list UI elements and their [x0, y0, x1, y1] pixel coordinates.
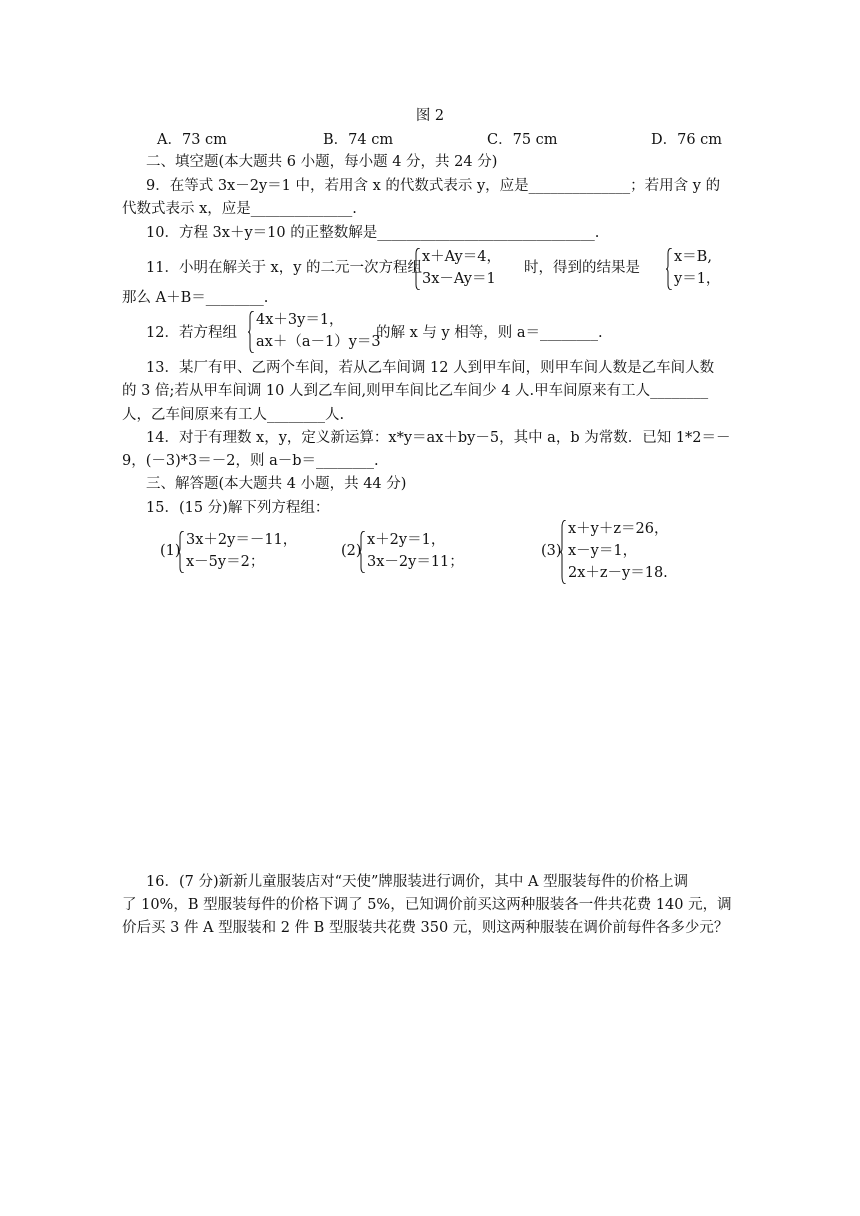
question-11-equation-system	[414, 246, 524, 292]
question-13-line-1: 13．某厂有甲、乙两个车间，若从乙车间调 12 人到甲车间，则甲车间人数是乙车间人数	[146, 360, 715, 376]
system-row: 3x＋2y＝－11，	[186, 532, 298, 548]
brace-icon	[248, 311, 255, 353]
question-16-line-2: 了 10%，B 型服装每件的价格下调了 5%，已知调价前买这两种服装各一件共花费 140 元，调	[122, 897, 732, 913]
question-15-part-2-system	[359, 529, 479, 575]
figure-caption: 图 2	[415, 108, 445, 124]
question-14-line-2: 9，(－3)*3＝－2，则 a－b＝________.	[122, 453, 379, 469]
brace-icon	[359, 531, 366, 573]
system-row: x－y＝1，	[568, 543, 638, 559]
question-11-result-system	[666, 246, 736, 292]
option-b: B．74 cm	[323, 132, 394, 148]
system-row: 4x＋3y＝1，	[256, 312, 344, 328]
question-16-line-1: 16．(7 分)新新儿童服装店对“天使”牌服装进行调价，其中 A 型服装每件的价格上调	[146, 874, 689, 890]
question-15-part-2-label: (2)	[341, 543, 362, 559]
question-9-line-1: 9．在等式 3x－2y＝1 中，若用含 x 的代数式表示 y，应是______________；若用含 y 的	[146, 178, 721, 194]
question-11-prefix: 11．小明在解关于 x，y 的二元一次方程组	[146, 260, 423, 276]
section-heading-solve: 三、解答题(本大题共 4 小题，共 44 分)	[146, 476, 407, 492]
system-row: x＝B,	[674, 249, 712, 265]
question-14-line-1: 14．对于有理数 x，y，定义新运算：x*y＝ax＋by－5，其中 a，b 为常数．已知 1*2＝－	[146, 430, 731, 446]
system-row: x＋Ay＝4，	[422, 249, 501, 265]
system-row: y＝1，	[674, 271, 721, 287]
brace-icon	[178, 531, 185, 573]
brace-icon	[666, 248, 673, 290]
option-d: D．76 cm	[651, 132, 723, 148]
question-13-line-2: 的 3 倍;若从甲车间调 10 人到乙车间,则甲车间比乙车间少 4 人.甲车间原来有工人________	[122, 383, 709, 399]
question-15-title: 15．(15 分)解下列方程组：	[146, 500, 330, 516]
system-row: x＋2y＝1，	[367, 532, 446, 548]
option-c: C．75 cm	[487, 132, 558, 148]
question-12-equation-system	[248, 309, 381, 355]
question-12-prefix: 12．若方程组	[146, 325, 237, 341]
question-9-line-2: 代数式表示 x，应是______________.	[122, 201, 357, 217]
system-row: 3x－2y＝11；	[367, 554, 464, 570]
section-heading-fill-in: 二、填空题(本大题共 6 小题，每小题 4 分，共 24 分)	[146, 154, 498, 170]
question-10: 10．方程 3x＋y＝10 的正整数解是______________________________.	[146, 225, 600, 241]
system-row: 2x＋z－y＝18.	[568, 565, 668, 581]
question-15-part-1-system	[178, 529, 308, 575]
question-11-middle: 时，得到的结果是	[524, 260, 640, 276]
question-11-line-2: 那么 A＋B＝________.	[122, 290, 269, 306]
brace-icon	[414, 248, 421, 290]
system-row: 3x－Ay＝1	[422, 271, 496, 287]
question-12-suffix: 的解 x 与 y 相等，则 a＝________.	[376, 325, 603, 341]
question-15-part-3-label: (3)	[541, 543, 562, 559]
brace-icon	[560, 520, 567, 584]
question-15-part-3-system	[560, 518, 700, 586]
system-row: x＋y＋z＝26，	[568, 521, 669, 537]
question-15-part-1-label: (1)	[160, 543, 181, 559]
system-row: ax＋（a－1）y＝3	[256, 334, 381, 350]
system-row: x－5y＝2；	[186, 554, 265, 570]
question-16-line-3: 价后买 3 件 A 型服装和 2 件 B 型服装共花费 350 元，则这两种服装在调价前每件各多少元？	[122, 920, 729, 936]
option-a: A．73 cm	[157, 132, 227, 148]
question-13-line-3: 人，乙车间原来有工人________人.	[122, 407, 345, 423]
